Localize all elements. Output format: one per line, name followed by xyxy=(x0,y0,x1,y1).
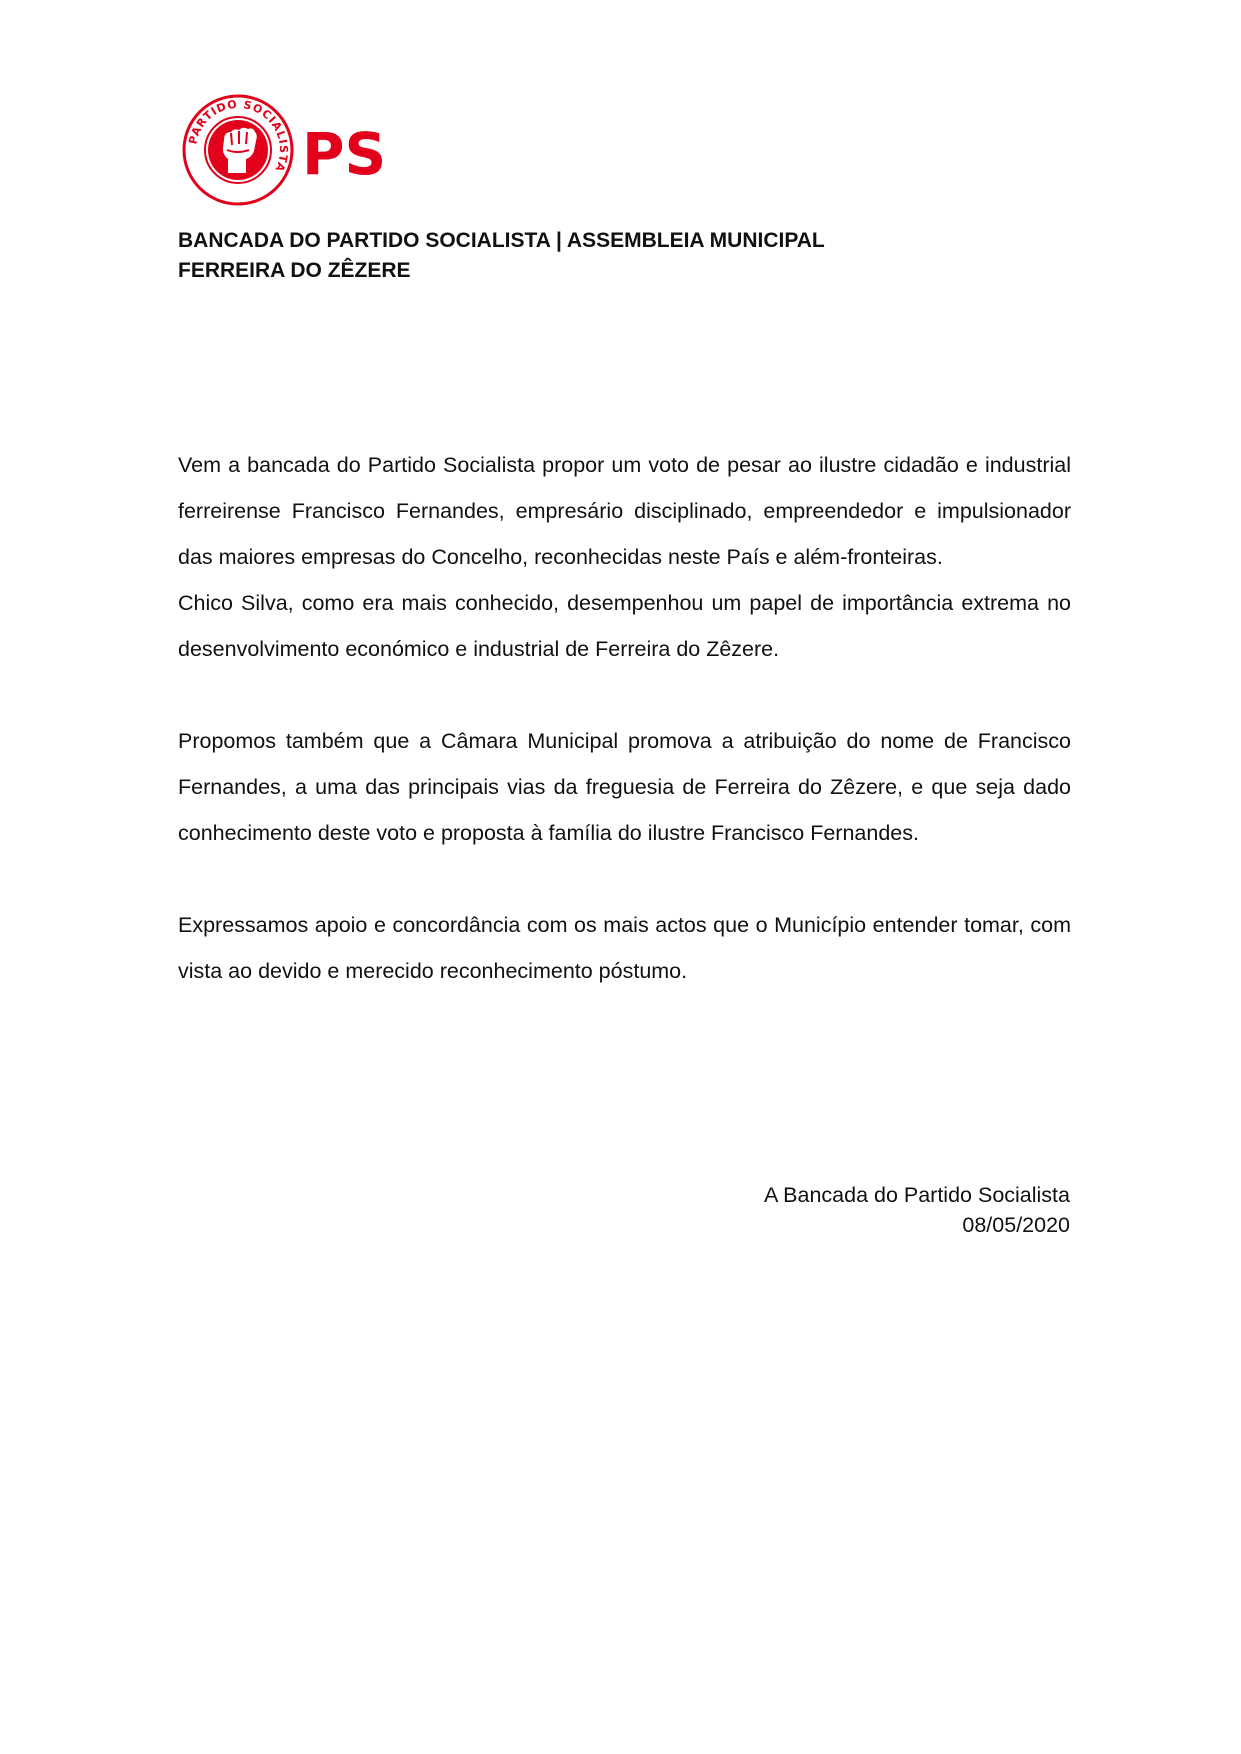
seal-ring-text: PARTIDO SOCIALISTA xyxy=(186,97,291,175)
body-paragraph-4: Expressamos apoio e concordância com os mais actos que o Município entender tomar, com vista ao devido e merecido reconhecimento póstumo. xyxy=(178,913,1071,983)
signature-block xyxy=(764,1180,1070,1240)
ps-logo xyxy=(180,92,400,208)
ps-initials: PS xyxy=(302,120,387,188)
signature-name: A Bancada do Partido Socialista xyxy=(764,1183,1070,1207)
document-header xyxy=(178,226,1078,286)
header-line-1: BANCADA DO PARTIDO SOCIALISTA | ASSEMBLEIA MUNICIPAL xyxy=(178,229,825,252)
fist-icon xyxy=(208,120,268,180)
signature-date: 08/05/2020 xyxy=(962,1213,1070,1237)
header-line-2: FERREIRA DO ZÊZERE xyxy=(178,259,411,282)
document-body xyxy=(178,442,1071,994)
body-paragraph-2: Chico Silva, como era mais conhecido, desempenhou um papel de importância extrema no desenvolvimento económico e industrial de Ferreira do Zêzere. xyxy=(178,591,1071,661)
body-paragraph-1: Vem a bancada do Partido Socialista propor um voto de pesar ao ilustre cidadão e industrial ferreirense Francisco Fernandes, empresário disciplinado, empreendedor e impulsionador das maiores empresas do Concelho, reconhecidas neste País e além-fronteiras. xyxy=(178,453,1071,569)
body-paragraph-3: Propomos também que a Câmara Municipal promova a atribuição do nome de Francisco Fernandes, a uma das principais vias da freguesia de Ferreira do Zêzere, e que seja dado conhecimento deste voto e proposta à família do ilustre Francisco Fernandes. xyxy=(178,729,1071,845)
